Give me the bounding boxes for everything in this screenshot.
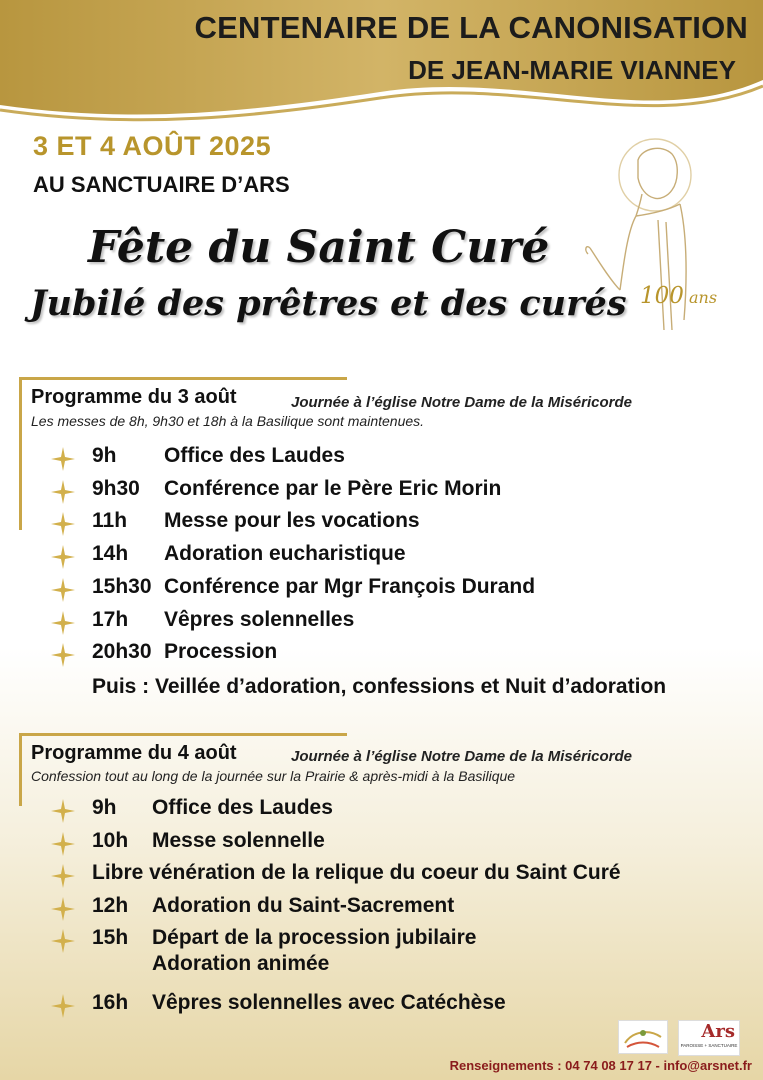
program-item	[92, 926, 476, 950]
event-subtitle: Jubilé des prêtres et des curés	[30, 283, 627, 324]
star-bullet-icon	[50, 993, 76, 1019]
program-item	[92, 509, 420, 533]
program-item-time: 14h	[92, 542, 129, 566]
program-item-label: Vêpres solennelles	[164, 607, 355, 631]
program-item-label: Départ de la procession jubilaire	[152, 926, 477, 949]
footer-contact: Renseignements : 04 74 08 17 17 - info@arsnet.fr	[449, 1058, 752, 1073]
star-bullet-icon	[50, 511, 76, 537]
program-item	[92, 829, 325, 853]
program2-note: Confession tout au long de la journée sur la Prairie & après-midi à la Basilique	[31, 768, 516, 784]
program-item-time: 16h	[92, 990, 129, 1014]
event-date: 3 ET 4 AOÛT 2025	[33, 131, 272, 161]
program-item-time: 15h	[92, 926, 129, 949]
star-bullet-icon	[50, 831, 76, 857]
program2-location: Journée à l’église Notre Dame de la Miséricorde	[291, 748, 632, 765]
program1-followup: Puis : Veillée d’adoration, confessions et Nuit d’adoration	[92, 675, 667, 698]
star-bullet-icon	[50, 446, 76, 472]
program2-title: Programme du 4 août	[31, 742, 237, 764]
program-item-label: Messe solennelle	[152, 828, 325, 852]
program-item	[92, 894, 454, 918]
star-bullet-icon	[50, 798, 76, 824]
program1-location: Journée à l’église Notre Dame de la Miséricorde	[291, 394, 632, 411]
program-item	[92, 861, 621, 885]
program-item-time: 11h	[92, 509, 128, 533]
logo-ars-subtext: PAROISSE + SANCTUAIRE	[680, 1043, 738, 1048]
star-bullet-icon	[50, 544, 76, 570]
program-item	[92, 444, 345, 468]
centenary-word: ans	[689, 288, 718, 307]
logo-jubilee	[618, 1020, 668, 1054]
program1-note: Les messes de 8h, 9h30 et 18h à la Basilique sont maintenues.	[31, 413, 425, 429]
star-bullet-icon	[50, 577, 76, 603]
program-item-time: 17h	[92, 607, 129, 631]
header-title-line1: CENTENAIRE DE LA CANONISATION	[194, 10, 748, 45]
program-item	[92, 575, 535, 599]
star-bullet-icon	[50, 610, 76, 636]
program-item-label: Vêpres solennelles avec Catéchèse	[152, 990, 506, 1014]
program-item	[92, 477, 501, 501]
star-bullet-icon	[50, 928, 76, 954]
program-item-time: 20h30	[92, 640, 152, 664]
program-item	[92, 796, 333, 820]
program-item-time: 9h30	[92, 476, 140, 500]
star-bullet-icon	[50, 642, 76, 668]
program-item	[92, 640, 277, 664]
centenary-number: 100	[640, 283, 684, 309]
program-item-time: 9h	[92, 444, 117, 467]
logo-ars	[678, 1020, 740, 1056]
program-item	[92, 991, 506, 1015]
program-item-label: Libre vénération de la relique du coeur du Saint Curé	[92, 861, 621, 884]
logo-ars-text: Ars	[701, 1021, 735, 1042]
star-bullet-icon	[50, 896, 76, 922]
program-item	[92, 608, 354, 632]
program-item-label-line2: Adoration animée	[152, 952, 330, 975]
program-item-time: 10h	[92, 828, 129, 852]
header-title-line2: DE JEAN-MARIE VIANNEY	[408, 55, 736, 85]
star-bullet-icon	[50, 479, 76, 505]
program-item-label: Procession	[164, 640, 278, 664]
event-title: Fête du Saint Curé	[88, 222, 550, 273]
program1-title: Programme du 3 août	[31, 386, 237, 408]
program-item-label: Conférence par le Père Eric Morin	[164, 476, 502, 500]
program-item-label: Messe pour les vocations	[164, 509, 420, 533]
event-place: AU SANCTUAIRE D’ARS	[33, 172, 290, 197]
program-item	[92, 542, 406, 566]
program-item-label: Office des Laudes	[152, 796, 333, 819]
program-item-label: Adoration du Saint-Sacrement	[152, 893, 455, 917]
program-item-label: Adoration eucharistique	[164, 542, 406, 566]
centenary-badge	[640, 283, 717, 309]
program-item-time: 12h	[92, 893, 129, 917]
program-item-time: 9h	[92, 796, 117, 819]
program-item-time: 15h30	[92, 574, 152, 598]
star-bullet-icon	[50, 863, 76, 889]
program-item-label: Office des Laudes	[164, 444, 345, 467]
program-item-label: Conférence par Mgr François Durand	[164, 574, 536, 598]
